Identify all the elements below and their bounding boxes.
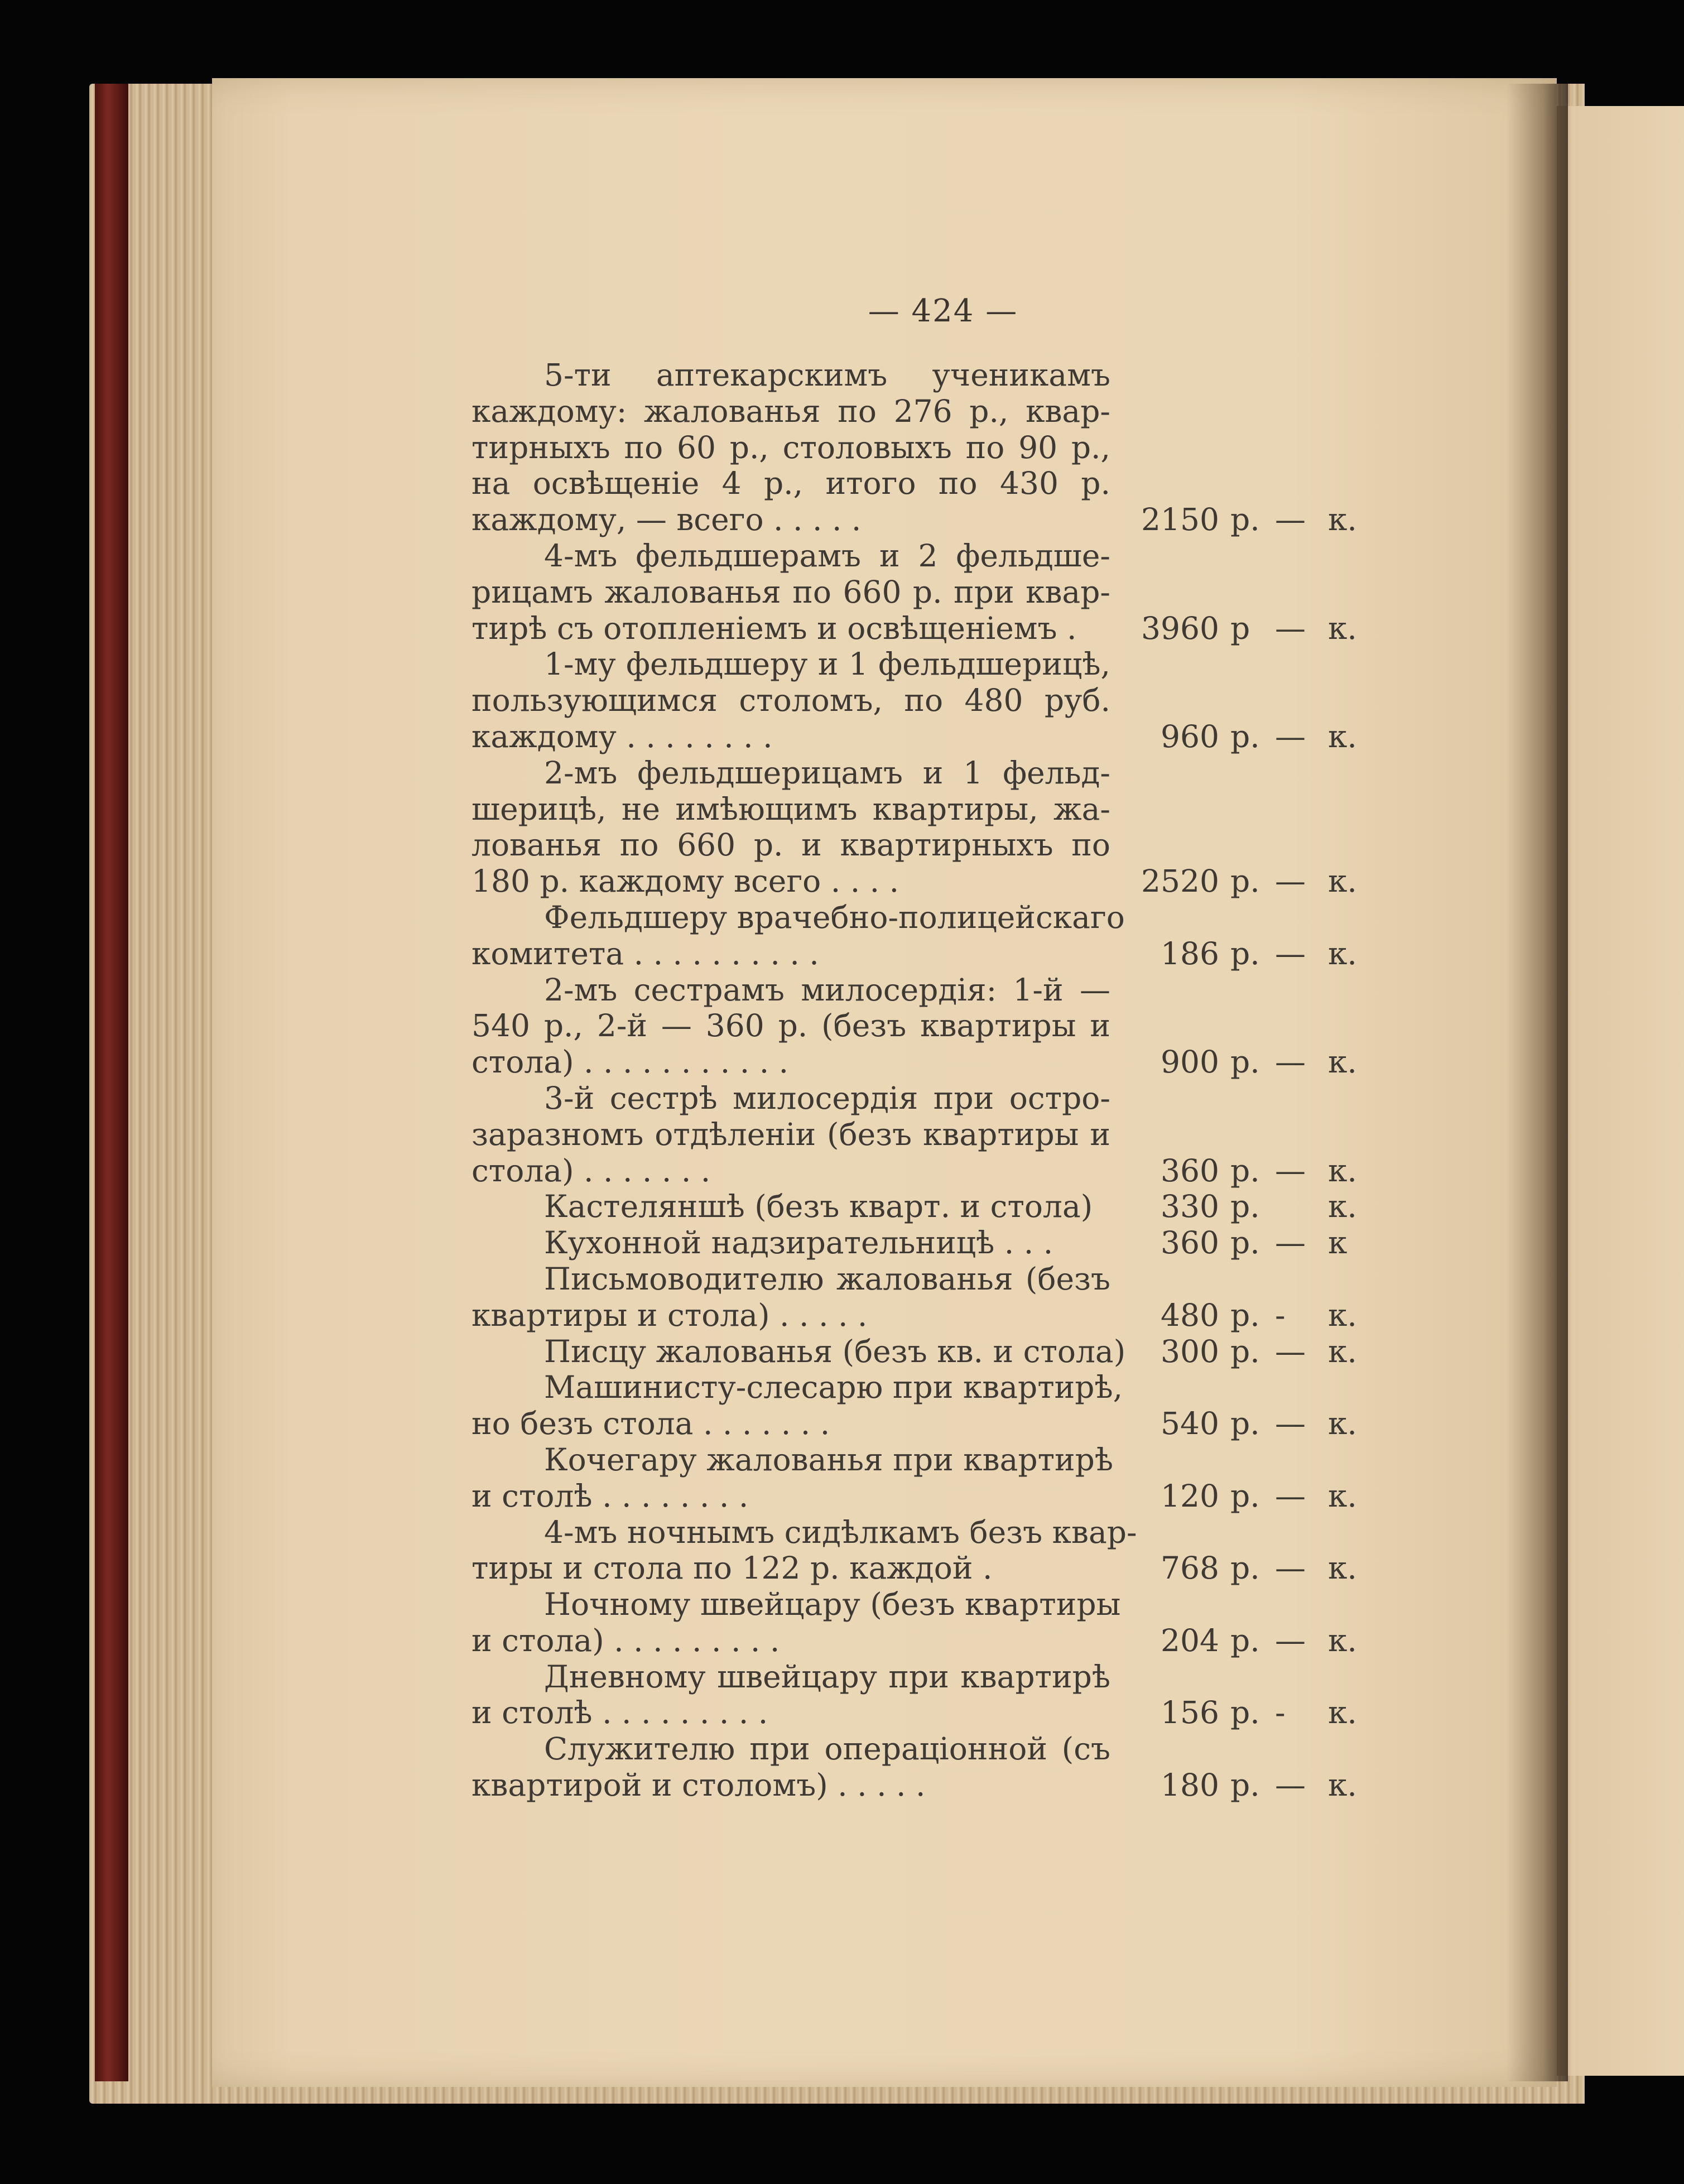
- amount-kop: к.: [1328, 1189, 1357, 1225]
- ledger-entry: [471, 1731, 1364, 1803]
- amount-rub: р: [1230, 610, 1250, 646]
- amount-num: 2150: [1141, 502, 1219, 538]
- entry-text-line: 1-му фельдшеру и 1 фельдшерицѣ,: [544, 646, 1110, 682]
- page-number: — 424 —: [868, 293, 1018, 329]
- entry-text-line: каждому . . . . . . . .: [471, 718, 773, 754]
- entry-amount: [1113, 1225, 1364, 1261]
- amount-kop: к.: [1328, 1333, 1357, 1369]
- amount-dash: -: [1275, 1297, 1286, 1333]
- amount-rub: р.: [1230, 502, 1260, 538]
- entry-amount: [1113, 1153, 1364, 1189]
- amount-rub: р.: [1230, 935, 1260, 971]
- amount-num: 960: [1161, 718, 1219, 754]
- ledger-entry: [471, 899, 1364, 972]
- entry-text-line: квартирой и столомъ) . . . . .: [471, 1767, 926, 1803]
- amount-kop: к.: [1328, 1767, 1357, 1803]
- amount-kop: к.: [1328, 1152, 1357, 1189]
- entry-amount: [1113, 1297, 1364, 1334]
- amount-num: 330: [1161, 1189, 1219, 1225]
- entry-amount: [1113, 1334, 1364, 1370]
- ledger-entry: [471, 1080, 1364, 1189]
- entry-amount: [1113, 719, 1364, 755]
- entry-amount: [1113, 1406, 1364, 1442]
- amount-num: 180: [1161, 1767, 1219, 1803]
- amount-dash: -: [1275, 1695, 1286, 1731]
- amount-dash: —: [1275, 1406, 1306, 1442]
- amount-rub: р.: [1230, 1767, 1260, 1803]
- entry-amount: [1113, 1623, 1364, 1659]
- entry-text-line: Ночному швейцару (безъ квартиры: [544, 1586, 1121, 1623]
- entry-text-line: тирѣ съ отопленіемъ и освѣщеніемъ .: [471, 610, 1077, 646]
- entry-text-line: тиры и стола по 122 р. каждой .: [471, 1550, 993, 1586]
- ledger-entry: [471, 1586, 1364, 1659]
- entry-text-line: Письмоводителю жалованья (безъ: [544, 1261, 1110, 1297]
- gutter-shadow: [1507, 84, 1568, 2081]
- amount-dash: —: [1275, 863, 1306, 899]
- entry-text-line: рицамъ жалованья по 660 р. при квар-: [471, 574, 1110, 610]
- amount-rub: р.: [1230, 1478, 1260, 1514]
- ledger-entry: [471, 1514, 1364, 1587]
- entry-amount: [1113, 502, 1364, 538]
- ledger-entry: [471, 1189, 1364, 1225]
- entry-text-line: и столѣ . . . . . . . . .: [471, 1695, 768, 1731]
- entry-text-line: и стола) . . . . . . . . .: [471, 1622, 780, 1658]
- amount-rub: р.: [1230, 1297, 1260, 1333]
- ledger-entry: [471, 357, 1364, 538]
- entry-text-line: квартиры и стола) . . . . .: [471, 1297, 868, 1333]
- entry-text-line: Кочегару жалованья при квартирѣ: [544, 1441, 1114, 1478]
- amount-dash: —: [1275, 1333, 1306, 1369]
- amount-num: 204: [1161, 1622, 1219, 1658]
- entry-text-line: 4-мъ фельдшерамъ и 2 фельдше-: [544, 537, 1110, 574]
- amount-num: 768: [1161, 1550, 1219, 1586]
- amount-dash: —: [1275, 1152, 1306, 1189]
- amount-dash: —: [1275, 1622, 1306, 1658]
- amount-dash: —: [1275, 1478, 1306, 1514]
- amount-num: 300: [1161, 1333, 1219, 1369]
- facing-page: [1557, 106, 1684, 2076]
- amount-num: 3960: [1141, 610, 1219, 646]
- entry-text-line: лованья по 660 р. и квартирныхъ по: [471, 827, 1110, 863]
- amount-rub: р.: [1230, 1406, 1260, 1442]
- amount-num: 540: [1161, 1406, 1219, 1442]
- amount-dash: —: [1275, 1767, 1306, 1803]
- entry-text-line: заразномъ отдѣленіи (безъ квартиры и: [471, 1116, 1110, 1152]
- amount-num: 900: [1161, 1044, 1219, 1080]
- amount-kop: к.: [1328, 718, 1357, 754]
- amount-rub: р.: [1230, 1044, 1260, 1080]
- amount-kop: к.: [1328, 502, 1357, 538]
- entry-text-line: 540 р., 2-й — 360 р. (безъ квартиры и: [471, 1008, 1110, 1044]
- entry-text-line: шерицѣ, не имѣющимъ квартиры, жа-: [471, 791, 1110, 827]
- amount-rub: р.: [1230, 1622, 1260, 1658]
- entry-amount: [1113, 1189, 1364, 1225]
- entry-amount: [1113, 1478, 1364, 1514]
- amount-rub: р.: [1230, 1225, 1260, 1261]
- entry-amount: [1113, 936, 1364, 972]
- amount-rub: р.: [1230, 1550, 1260, 1586]
- amount-kop: к.: [1328, 1297, 1357, 1333]
- entry-text-line: каждому, — всего . . . . .: [471, 502, 862, 538]
- ledger-entry: [471, 755, 1364, 899]
- entry-amount: [1113, 863, 1364, 899]
- amount-kop: к.: [1328, 1622, 1357, 1658]
- ledger-entry: [471, 646, 1364, 754]
- amount-kop: к: [1328, 1225, 1348, 1261]
- amount-rub: р.: [1230, 1189, 1260, 1225]
- entry-text-line: комитета . . . . . . . . . .: [471, 935, 819, 971]
- amount-dash: —: [1275, 610, 1306, 646]
- entry-amount: [1113, 1550, 1364, 1586]
- amount-rub: р.: [1230, 1695, 1260, 1731]
- amount-kop: к.: [1328, 1695, 1357, 1731]
- amount-num: 360: [1161, 1152, 1219, 1189]
- ledger-entry: [471, 1442, 1364, 1514]
- entry-text-line: пользующимся столомъ, по 480 руб.: [471, 682, 1110, 719]
- ledger-entry: [471, 1261, 1364, 1334]
- entry-text-line: Кастеляншѣ (безъ кварт. и стола): [544, 1189, 1093, 1225]
- entry-text-line: Фельдшеру врачебно-полицейскаго: [544, 899, 1125, 935]
- amount-rub: р.: [1230, 1333, 1260, 1369]
- amount-num: 120: [1161, 1478, 1219, 1514]
- entry-text-line: 3-й сестрѣ милосердія при остро-: [544, 1080, 1110, 1116]
- entry-text-line: Машинисту-слесарю при квартирѣ,: [544, 1369, 1123, 1406]
- amount-num: 360: [1161, 1225, 1219, 1261]
- amount-kop: к.: [1328, 1406, 1357, 1442]
- entry-text-line: 2-мъ фельдшерицамъ и 1 фельд-: [544, 754, 1110, 791]
- entry-amount: [1113, 1767, 1364, 1803]
- entry-text-line: стола) . . . . . . .: [471, 1152, 711, 1189]
- entry-amount: [1113, 1695, 1364, 1731]
- amount-dash: —: [1275, 1225, 1306, 1261]
- ledger-entry: [471, 538, 1364, 646]
- amount-kop: к.: [1328, 610, 1357, 646]
- amount-rub: р.: [1230, 863, 1260, 899]
- entry-text-line: на освѣщеніе 4 р., итого по 430 р.: [471, 465, 1110, 502]
- amount-rub: р.: [1230, 1152, 1260, 1189]
- amount-num: 2520: [1141, 863, 1219, 899]
- amount-dash: —: [1275, 1550, 1306, 1586]
- entry-text-line: 180 р. каждому всего . . . .: [471, 863, 899, 899]
- ledger-entry: [471, 1659, 1364, 1731]
- amount-num: 156: [1161, 1695, 1219, 1731]
- entry-amount: [1113, 1044, 1364, 1080]
- amount-kop: к.: [1328, 935, 1357, 971]
- entry-text-line: но безъ стола . . . . . . .: [471, 1406, 830, 1442]
- entry-amount: [1113, 610, 1364, 647]
- ledger-entry: [471, 1369, 1364, 1442]
- amount-num: 480: [1161, 1297, 1219, 1333]
- entry-text-line: Писцу жалованья (безъ кв. и стола): [544, 1333, 1126, 1369]
- entry-text-line: каждому: жалованья по 276 р., квар-: [471, 393, 1110, 429]
- amount-dash: —: [1275, 935, 1306, 971]
- entry-text-line: Дневному швейцару при квартирѣ: [544, 1658, 1110, 1695]
- amount-dash: —: [1275, 1044, 1306, 1080]
- entry-text-line: и столѣ . . . . . . . .: [471, 1478, 749, 1514]
- amount-kop: к.: [1328, 1044, 1357, 1080]
- amount-dash: —: [1275, 502, 1306, 538]
- book-binding-edge: [95, 84, 128, 2081]
- amount-num: 186: [1161, 935, 1219, 971]
- amount-rub: р.: [1230, 718, 1260, 754]
- ledger-entry: [471, 972, 1364, 1080]
- entry-text-line: 2-мъ сестрамъ милосердія: 1-й —: [544, 971, 1110, 1008]
- entry-text-line: стола) . . . . . . . . . . .: [471, 1044, 789, 1080]
- ledger-entry: [471, 1225, 1364, 1261]
- amount-kop: к.: [1328, 1478, 1357, 1514]
- entry-text-line: Служителю при операціонной (съ: [544, 1731, 1110, 1767]
- entry-text-line: Кухонной надзирательницѣ . . .: [544, 1225, 1053, 1261]
- entry-text-line: 5-ти аптекарскимъ ученикамъ: [544, 357, 1110, 393]
- entry-text-line: тирныхъ по 60 р., столовыхъ по 90 р.,: [471, 429, 1110, 465]
- ledger-entry: [471, 1334, 1364, 1370]
- entry-text-line: 4-мъ ночнымъ сидѣлкамъ безъ квар-: [544, 1514, 1137, 1550]
- amount-dash: —: [1275, 718, 1306, 754]
- amount-kop: к.: [1328, 1550, 1357, 1586]
- amount-kop: к.: [1328, 863, 1357, 899]
- ledger-entries: [471, 357, 1364, 1803]
